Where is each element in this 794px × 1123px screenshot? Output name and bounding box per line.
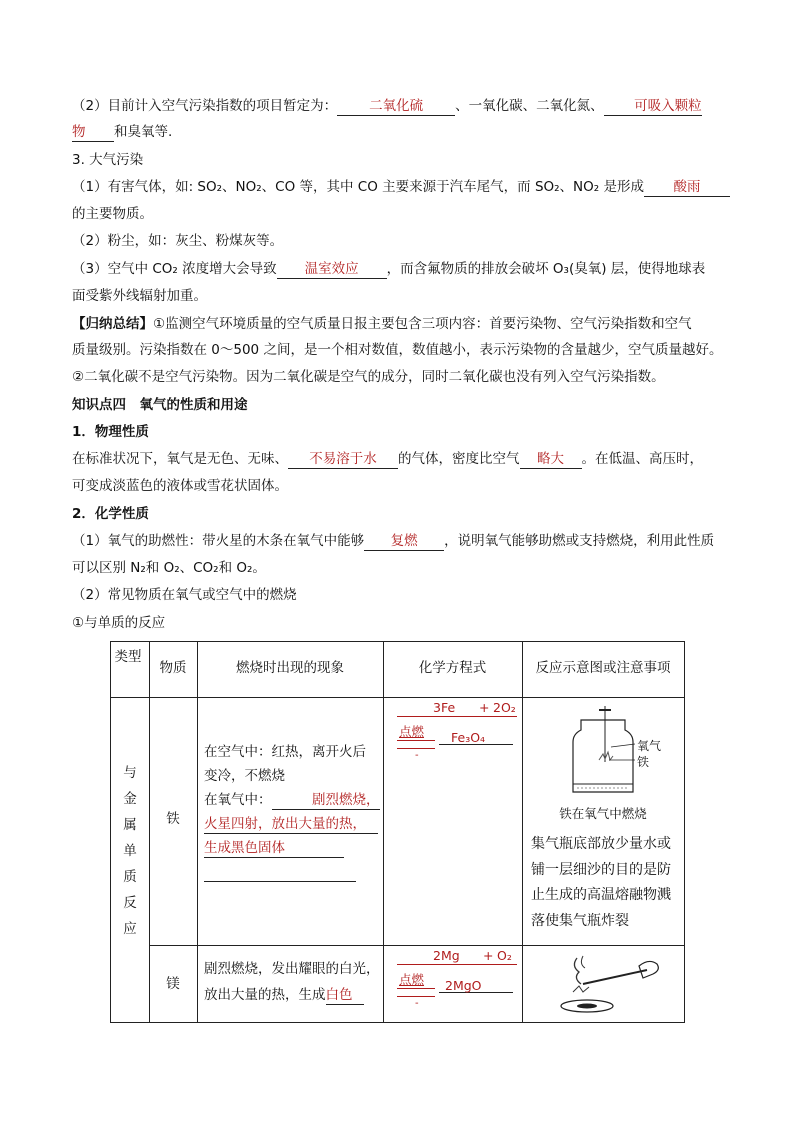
answer-rekindle: 复燃	[390, 533, 418, 549]
answer-slightly-larger: 略大	[537, 451, 564, 467]
combustion-subtitle: （2）常见物质在氧气或空气中的燃烧	[72, 587, 297, 603]
answer-particulate-b: 物	[72, 124, 86, 140]
eq-iron-product: Fe₃O₄	[451, 730, 486, 745]
eq-iron-reactant2: 2O₂	[493, 700, 516, 715]
co2-line2: 面受紫外线辐射加重。	[72, 288, 207, 304]
answer-blank	[72, 123, 114, 142]
summary-line3: ②二氧化碳不是空气污染物。因为二氧化碳是空气的成分，同时二氧化碳也没有列入空气污染指数。	[72, 369, 665, 385]
answer-blank	[604, 97, 702, 116]
eq-iron-condition: 点燃	[399, 724, 425, 739]
iron-phenomenon: 在空气中：红热，离开火后 变冷，不燃烧 在氧气中： 剧烈燃烧， 火星四射，放出大量的热， 生成黑色固体	[204, 740, 380, 884]
dust-line: （2）粉尘，如：灰尘、粉煤灰等。	[72, 233, 284, 249]
air-index-line2	[72, 122, 172, 142]
answer-iron-1: 剧烈燃烧，	[312, 792, 380, 808]
answer-greenhouse: 温室效应	[304, 261, 359, 277]
eq-mg-product: 2MgO	[445, 978, 482, 993]
header-type: 类型	[114, 649, 142, 665]
summary-line1	[72, 314, 692, 334]
magnesium-burning-diagram	[543, 948, 673, 1020]
magnesium-phenomenon: 剧烈燃烧，发出耀眼的白光， 放出大量的热，生成白色	[204, 961, 380, 1003]
summary-text1: ①监测空气环境质量的空气质量日报主要包含三项内容：首要污染物、空气污染指数和空气	[153, 316, 692, 332]
answer-blank	[520, 450, 582, 469]
answer-blank	[337, 97, 455, 116]
answer-insoluble: 不易溶于水	[309, 451, 377, 467]
answer-blank	[326, 986, 364, 1005]
co2-line1	[72, 259, 705, 279]
answer-blank	[272, 791, 380, 810]
empty-blank	[204, 863, 356, 882]
combustion-table	[110, 641, 685, 1023]
knowledge-point-4-title: 知识点四 氧气的性质和用途	[72, 397, 248, 413]
eq-mg-condition: 点燃	[399, 972, 425, 987]
physical-title: 1．物理性质	[72, 424, 149, 440]
answer-blank	[288, 450, 398, 469]
answer-blank	[364, 532, 444, 551]
iron-equation: 3Fe + 2O₂ 点燃 Fe₃O₄ -	[399, 700, 516, 761]
iron-note: 集气瓶底部放少量水或 铺一层细沙的目的是防 止生成的高温熔融物溅 落使集气瓶炸裂	[531, 836, 671, 929]
chemical-line2: 可以区别 N₂和 O₂、CO₂和 O₂。	[72, 560, 266, 576]
air-index-line1	[72, 96, 702, 116]
co2-prefix: （3）空气中 CO₂ 浓度增大会导致	[72, 261, 277, 277]
answer-blank	[204, 839, 344, 858]
magnesium-equation: 2Mg + O₂ 点燃 2MgO -	[393, 946, 519, 1022]
type-label: 与 金 属 单 质 反 应	[123, 765, 137, 937]
eq-iron-arrow	[397, 740, 435, 749]
air-index-mid: 、一氧化碳、二氧化氮、	[455, 98, 604, 114]
chemical-prefix: （1）氧气的助燃性：带火星的木条在氧气中能够	[72, 533, 365, 549]
chemical-suffix: ，说明氧气能够助燃或支持燃烧，利用此性质	[444, 533, 715, 549]
gas-line1	[72, 177, 730, 197]
gas-line2: 的主要物质。	[72, 206, 153, 222]
eq-mg-reactant1: 2Mg	[433, 948, 460, 963]
physical-line1	[72, 449, 703, 469]
co2-suffix-a: ，而含氟物质的排放会破坏 O₃(臭氧) 层，使得地球表	[386, 261, 706, 277]
answer-blank	[644, 178, 730, 197]
summary-line2: 质量级别。污染指数在 0～500 之间，是一个相对数值，数值越小，表示污染物的含量越少，空气质量越好。	[72, 342, 723, 358]
diagram-caption: 铁在氧气中燃烧	[559, 806, 647, 821]
header-substance: 物质	[159, 660, 187, 676]
answer-particulate-a: 可吸入颗粒	[634, 98, 702, 114]
air-index-prefix: （2）目前计入空气污染指数的项目暂定为：	[72, 98, 338, 114]
physical-suffix: 。在低温、高压时，	[581, 451, 703, 467]
gas-prefix: （1）有害气体，如: SO₂、NO₂、CO 等，其中 CO 主要来源于汽车尾气，而 SO₂、NO₂ 是形成	[72, 179, 644, 195]
header-notes: 反应示意图或注意事项	[535, 660, 671, 676]
chemical-line1	[72, 531, 714, 551]
answer-iron-2: 火星四射，放出大量的热，	[204, 815, 378, 834]
diagram-label-iron: 铁	[637, 755, 650, 769]
eq-iron-reactant1: 3Fe	[433, 700, 456, 715]
physical-line2: 可变成淡蓝色的液体或雪花状固体。	[72, 478, 288, 494]
answer-white: 白色	[325, 987, 353, 1003]
section-3-title: 3. 大气污染	[72, 152, 144, 168]
answer-blank	[277, 260, 387, 279]
physical-mid: 的气体，密度比空气	[398, 451, 520, 467]
diagram-label-oxygen: 氧气	[637, 739, 662, 753]
header-equation: 化学方程式	[418, 660, 487, 676]
answer-acid-rain: 酸雨	[673, 179, 701, 195]
physical-prefix: 在标准状况下，氧气是无色、无味、	[72, 451, 288, 467]
answer-iron-3: 生成黑色固体	[204, 840, 285, 856]
summary-label: 【归纳总结】	[72, 316, 153, 332]
answer-so2: 二氧化硫	[369, 98, 424, 114]
eq-mg-arrow	[397, 988, 435, 997]
eq-mg-reactant2: O₂	[497, 948, 512, 963]
substance-iron: 铁	[166, 811, 180, 827]
chemical-title: 2．化学性质	[72, 506, 149, 522]
elements-subtitle: ①与单质的反应	[72, 615, 166, 631]
header-phenomenon: 燃烧时出现的现象	[236, 660, 344, 676]
substance-magnesium: 镁	[166, 976, 180, 992]
eq-iron-plus: +	[479, 700, 490, 715]
air-index-suffix: 和臭氧等.	[114, 124, 173, 140]
eq-mg-plus: +	[483, 948, 494, 963]
